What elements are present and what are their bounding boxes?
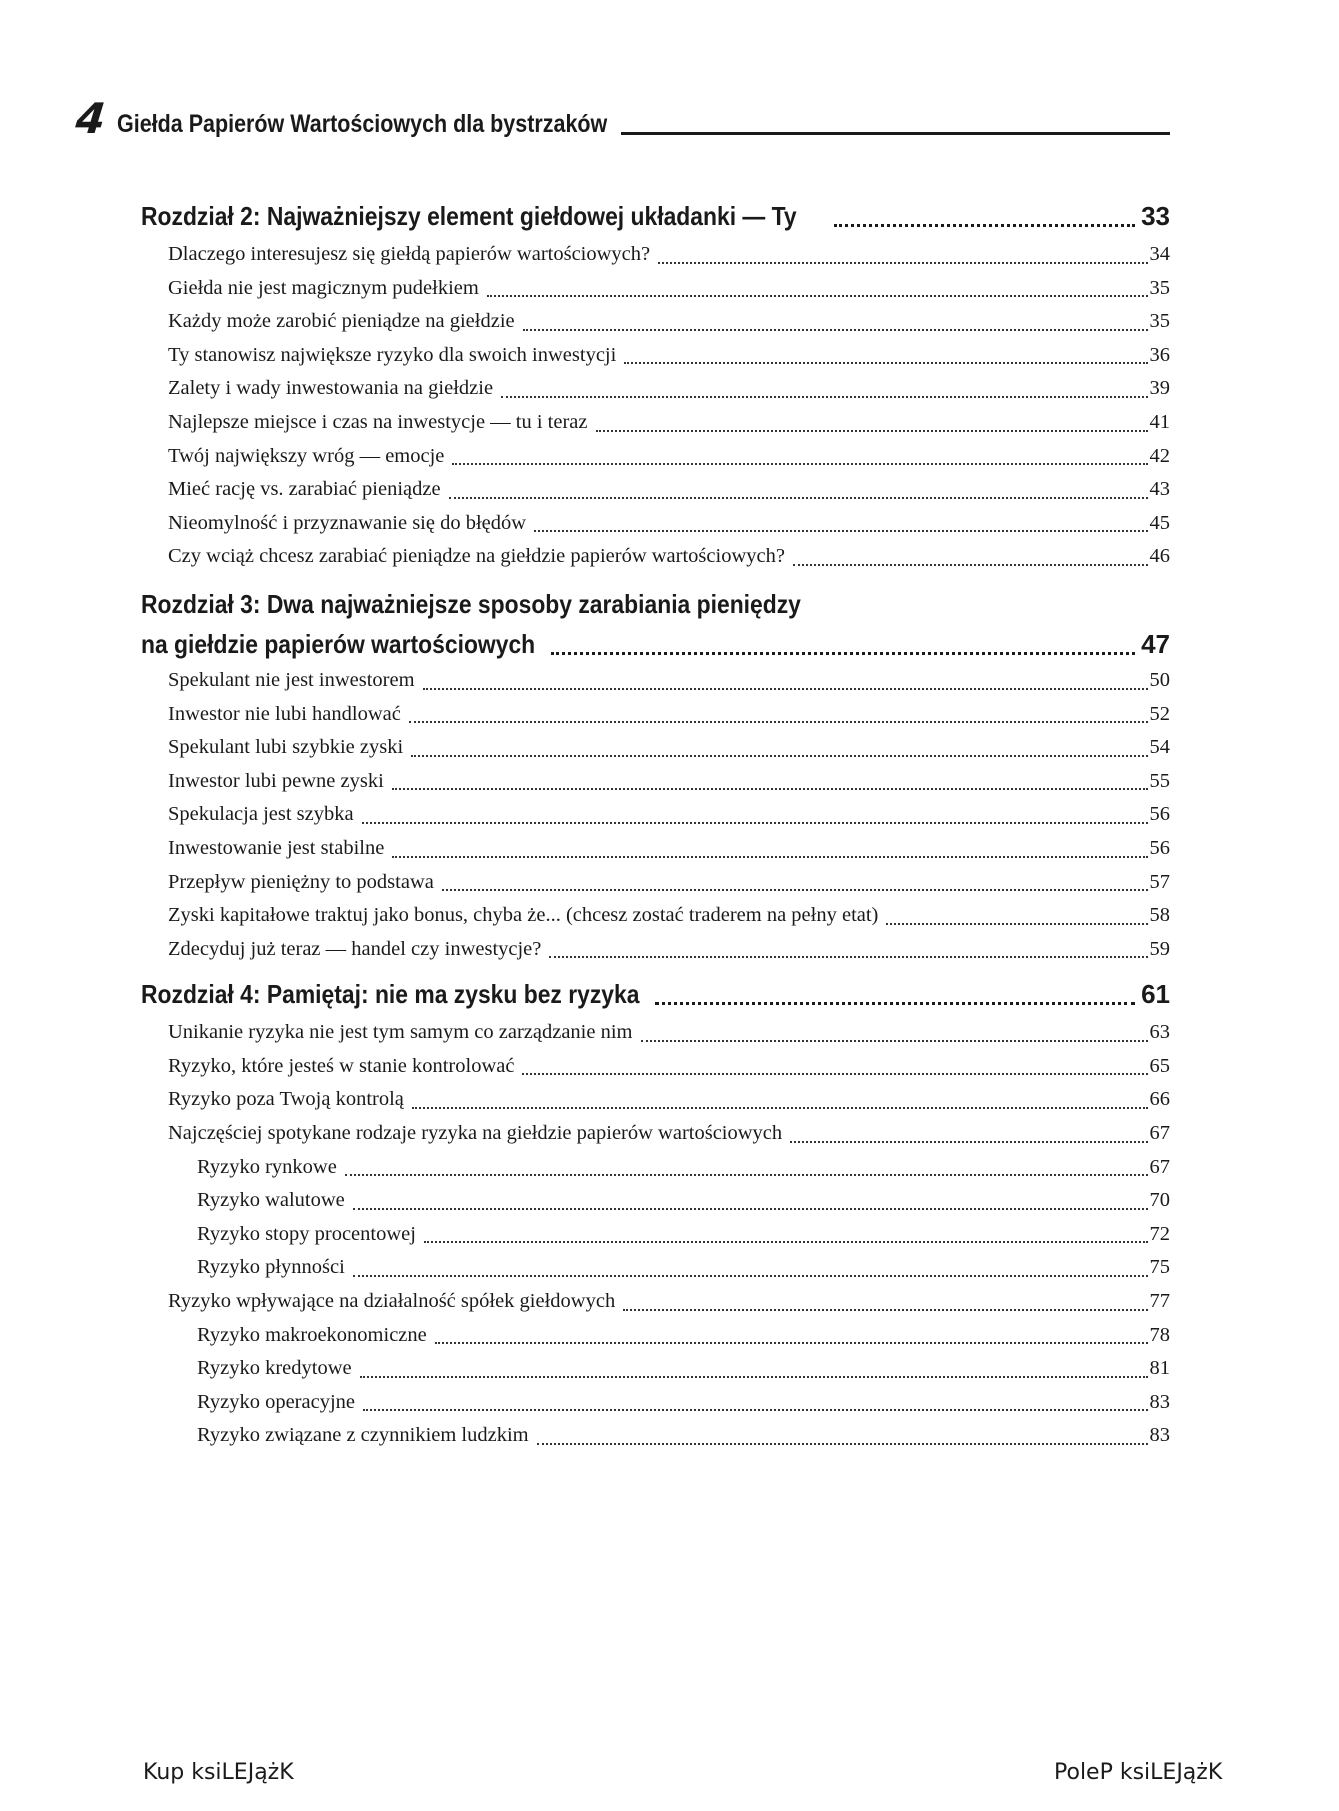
entry-title: Mieć rację vs. zarabiać pieniądze [168, 478, 441, 501]
toc-subentry[interactable] [141, 1251, 1170, 1285]
dot-leader [641, 1040, 1148, 1042]
toc-entry[interactable] [141, 832, 1170, 866]
entry-title: Ryzyko makroekonomiczne [197, 1323, 427, 1346]
toc-entry[interactable] [141, 1285, 1170, 1319]
toc-subentry[interactable] [141, 1218, 1170, 1252]
entry-title: Spekulant nie jest inwestorem [168, 668, 415, 691]
dot-leader [596, 430, 1148, 432]
entry-title: Nieomylność i przyznawanie się do błędów [168, 511, 527, 534]
header-rule [621, 132, 1170, 135]
entry-title: Ty stanowisz największe ryzyko dla swoich inwestycji [168, 343, 617, 366]
entry-page: 66 [1149, 1088, 1170, 1111]
entry-page: 67 [1149, 1122, 1170, 1145]
entry-page: 81 [1149, 1357, 1170, 1380]
entry-page: 56 [1149, 836, 1170, 859]
dot-leader [392, 788, 1148, 790]
toc-subentry[interactable] [141, 1352, 1170, 1386]
entry-page: 50 [1149, 668, 1170, 691]
entry-title: Zdecyduj już teraz — handel czy inwestycje? [168, 937, 542, 960]
toc-entry[interactable] [141, 798, 1170, 832]
entry-title: Spekulant lubi szybkie zyski [168, 736, 404, 759]
entry-page: 35 [1149, 310, 1170, 333]
entry-title: Ryzyko kredytowe [197, 1357, 352, 1380]
toc-subentry[interactable] [141, 1319, 1170, 1353]
footer-recommend-book-link[interactable]: PoleP ksiLEJążK [1054, 1760, 1223, 1785]
entry-title: Ryzyko związane z czynnikiem ludzkim [197, 1424, 529, 1447]
toc-entry[interactable] [141, 765, 1170, 799]
dot-leader [423, 688, 1148, 690]
entry-page: 77 [1149, 1290, 1170, 1313]
entry-title: Inwestor lubi pewne zyski [168, 769, 384, 792]
entry-page: 35 [1149, 276, 1170, 299]
dot-leader [834, 224, 1135, 227]
entry-page: 56 [1149, 803, 1170, 826]
toc-subentry[interactable] [141, 1419, 1170, 1453]
dot-leader [435, 1342, 1148, 1344]
entry-title: Ryzyko walutowe [197, 1189, 345, 1212]
entry-title: Ryzyko poza Twoją kontrolą [168, 1088, 404, 1111]
toc-entry[interactable] [141, 238, 1170, 272]
chapter-title-line1: Rozdział 3: Dwa najważniejsze sposoby zarabiania pieniędzy [141, 588, 801, 619]
entry-page: 78 [1149, 1323, 1170, 1346]
entry-page: 43 [1149, 478, 1170, 501]
dot-leader [487, 295, 1148, 297]
entry-title: Ryzyko operacyjne [197, 1390, 355, 1413]
dot-leader [658, 262, 1147, 264]
table-of-contents [141, 196, 1170, 1453]
toc-entry[interactable] [141, 406, 1170, 440]
page-number: 4 [73, 94, 108, 143]
entry-title: Giełda nie jest magicznym pudełkiem [168, 276, 479, 299]
toc-entry[interactable] [141, 1083, 1170, 1117]
entry-title: Ryzyko, które jesteś w stanie kontrolować [168, 1054, 515, 1077]
toc-entry[interactable] [141, 1117, 1170, 1151]
entry-title: Najczęściej spotykane rodzaje ryzyka na giełdzie papierów wartościowych [168, 1122, 783, 1145]
chapter-page: 33 [1141, 201, 1170, 231]
entry-page: 45 [1149, 511, 1170, 534]
entry-title: Zyski kapitałowe traktuj jako bonus, chyba że... (chcesz zostać traderem na pełny etat) [168, 904, 879, 927]
dot-leader [449, 497, 1148, 499]
dot-leader [353, 1275, 1148, 1277]
dot-leader [523, 329, 1148, 331]
chapter-heading-3[interactable] [141, 584, 1170, 664]
entry-title: Przepływ pieniężny to podstawa [168, 870, 434, 893]
entry-page: 36 [1149, 343, 1170, 366]
entry-title: Czy wciąż chcesz zarabiać pieniądze na giełdzie papierów wartościowych? [168, 545, 785, 568]
entry-title: Twój największy wróg — emocje [168, 444, 445, 467]
toc-subentry[interactable] [141, 1184, 1170, 1218]
entry-page: 72 [1149, 1222, 1170, 1245]
entry-title: Ryzyko rynkowe [197, 1155, 337, 1178]
chapter-title-line2: na giełdzie papierów wartościowych [141, 628, 536, 659]
dot-leader [452, 463, 1147, 465]
dot-leader [411, 755, 1147, 757]
toc-entry[interactable] [141, 698, 1170, 732]
entry-page: 59 [1149, 937, 1170, 960]
toc-entry[interactable] [141, 507, 1170, 541]
entry-title: Inwestowanie jest stabilne [168, 836, 385, 859]
entry-page: 65 [1149, 1054, 1170, 1077]
toc-entry[interactable] [141, 933, 1170, 967]
toc-entry[interactable] [141, 305, 1170, 339]
chapter-title: Rozdział 2: Najważniejszy element giełdowej układanki — Ty [141, 201, 797, 231]
toc-entry[interactable] [141, 339, 1170, 373]
dot-leader [363, 1409, 1148, 1411]
dot-leader [362, 822, 1148, 824]
entry-title: Ryzyko płynności [197, 1256, 345, 1279]
entry-page: 55 [1149, 769, 1170, 792]
entry-page: 54 [1149, 736, 1170, 759]
dot-leader [424, 1241, 1148, 1243]
dot-leader [345, 1174, 1148, 1176]
entry-title: Każdy może zarobić pieniądze na giełdzie [168, 310, 515, 333]
dot-leader [624, 362, 1147, 364]
toc-entry[interactable] [141, 1050, 1170, 1084]
entry-page: 46 [1149, 545, 1170, 568]
chapter-heading-4[interactable] [141, 974, 1170, 1014]
entry-page: 75 [1149, 1256, 1170, 1279]
entry-page: 52 [1149, 702, 1170, 725]
entry-title: Dlaczego interesujesz się giełdą papierów wartościowych? [168, 243, 651, 265]
toc-entry[interactable] [141, 440, 1170, 474]
dot-leader [655, 1002, 1135, 1005]
entry-page: 58 [1149, 904, 1170, 927]
dot-leader [392, 856, 1147, 858]
running-header [73, 94, 1170, 143]
toc-entry[interactable] [141, 899, 1170, 933]
dot-leader [886, 923, 1147, 925]
entry-page: 83 [1149, 1424, 1170, 1447]
book-title: Giełda Papierów Wartościowych dla bystrzaków [117, 110, 608, 138]
entry-page: 41 [1149, 410, 1170, 433]
chapter-page: 61 [1141, 979, 1170, 1010]
toc-subentry[interactable] [141, 1386, 1170, 1420]
entry-page: 34 [1149, 243, 1170, 265]
entry-page: 42 [1149, 444, 1170, 467]
dot-leader [790, 1141, 1147, 1143]
toc-entry[interactable] [141, 272, 1170, 306]
dot-leader [537, 1443, 1148, 1445]
dot-leader [623, 1309, 1147, 1311]
chapter-heading-2[interactable] [141, 196, 1170, 236]
entry-title: Zalety i wady inwestowania na giełdzie [168, 377, 494, 400]
entry-page: 39 [1149, 377, 1170, 400]
toc-entry[interactable] [141, 372, 1170, 406]
dot-leader [409, 721, 1148, 723]
toc-subentry[interactable] [141, 1151, 1170, 1185]
entry-page: 83 [1149, 1390, 1170, 1413]
toc-entry[interactable] [141, 540, 1170, 574]
dot-leader [442, 889, 1148, 891]
entry-page: 70 [1149, 1189, 1170, 1212]
chapter-page: 47 [1141, 628, 1170, 659]
dot-leader [412, 1107, 1148, 1109]
entry-title: Najlepsze miejsce i czas na inwestycje — tu i teraz [168, 410, 588, 433]
entry-page: 67 [1149, 1155, 1170, 1178]
chapter-title: Rozdział 4: Pamiętaj: nie ma zysku bez ryzyka [141, 979, 640, 1010]
footer-buy-book-link[interactable]: Kup ksiLEJążK [143, 1760, 294, 1785]
entry-title: Unikanie ryzyka nie jest tym samym co zarządzanie nim [168, 1021, 633, 1044]
dot-leader [549, 956, 1147, 958]
entry-title: Inwestor nie lubi handlować [168, 702, 401, 725]
dot-leader [551, 652, 1135, 655]
entry-title: Spekulacja jest szybka [168, 803, 354, 826]
toc-entry[interactable] [141, 473, 1170, 507]
entry-title: Ryzyko stopy procentowej [197, 1222, 416, 1245]
entry-page: 57 [1149, 870, 1170, 893]
entry-page: 63 [1149, 1021, 1170, 1044]
dot-leader [353, 1208, 1148, 1210]
entry-title: Ryzyko wpływające na działalność spółek giełdowych [168, 1290, 616, 1313]
dot-leader [360, 1376, 1148, 1378]
dot-leader [534, 530, 1147, 532]
dot-leader [793, 564, 1148, 566]
toc-entry[interactable] [141, 1016, 1170, 1050]
dot-leader [501, 396, 1147, 398]
toc-entry[interactable] [141, 664, 1170, 698]
toc-entry[interactable] [141, 731, 1170, 765]
dot-leader [522, 1073, 1147, 1075]
toc-entry[interactable] [141, 866, 1170, 900]
